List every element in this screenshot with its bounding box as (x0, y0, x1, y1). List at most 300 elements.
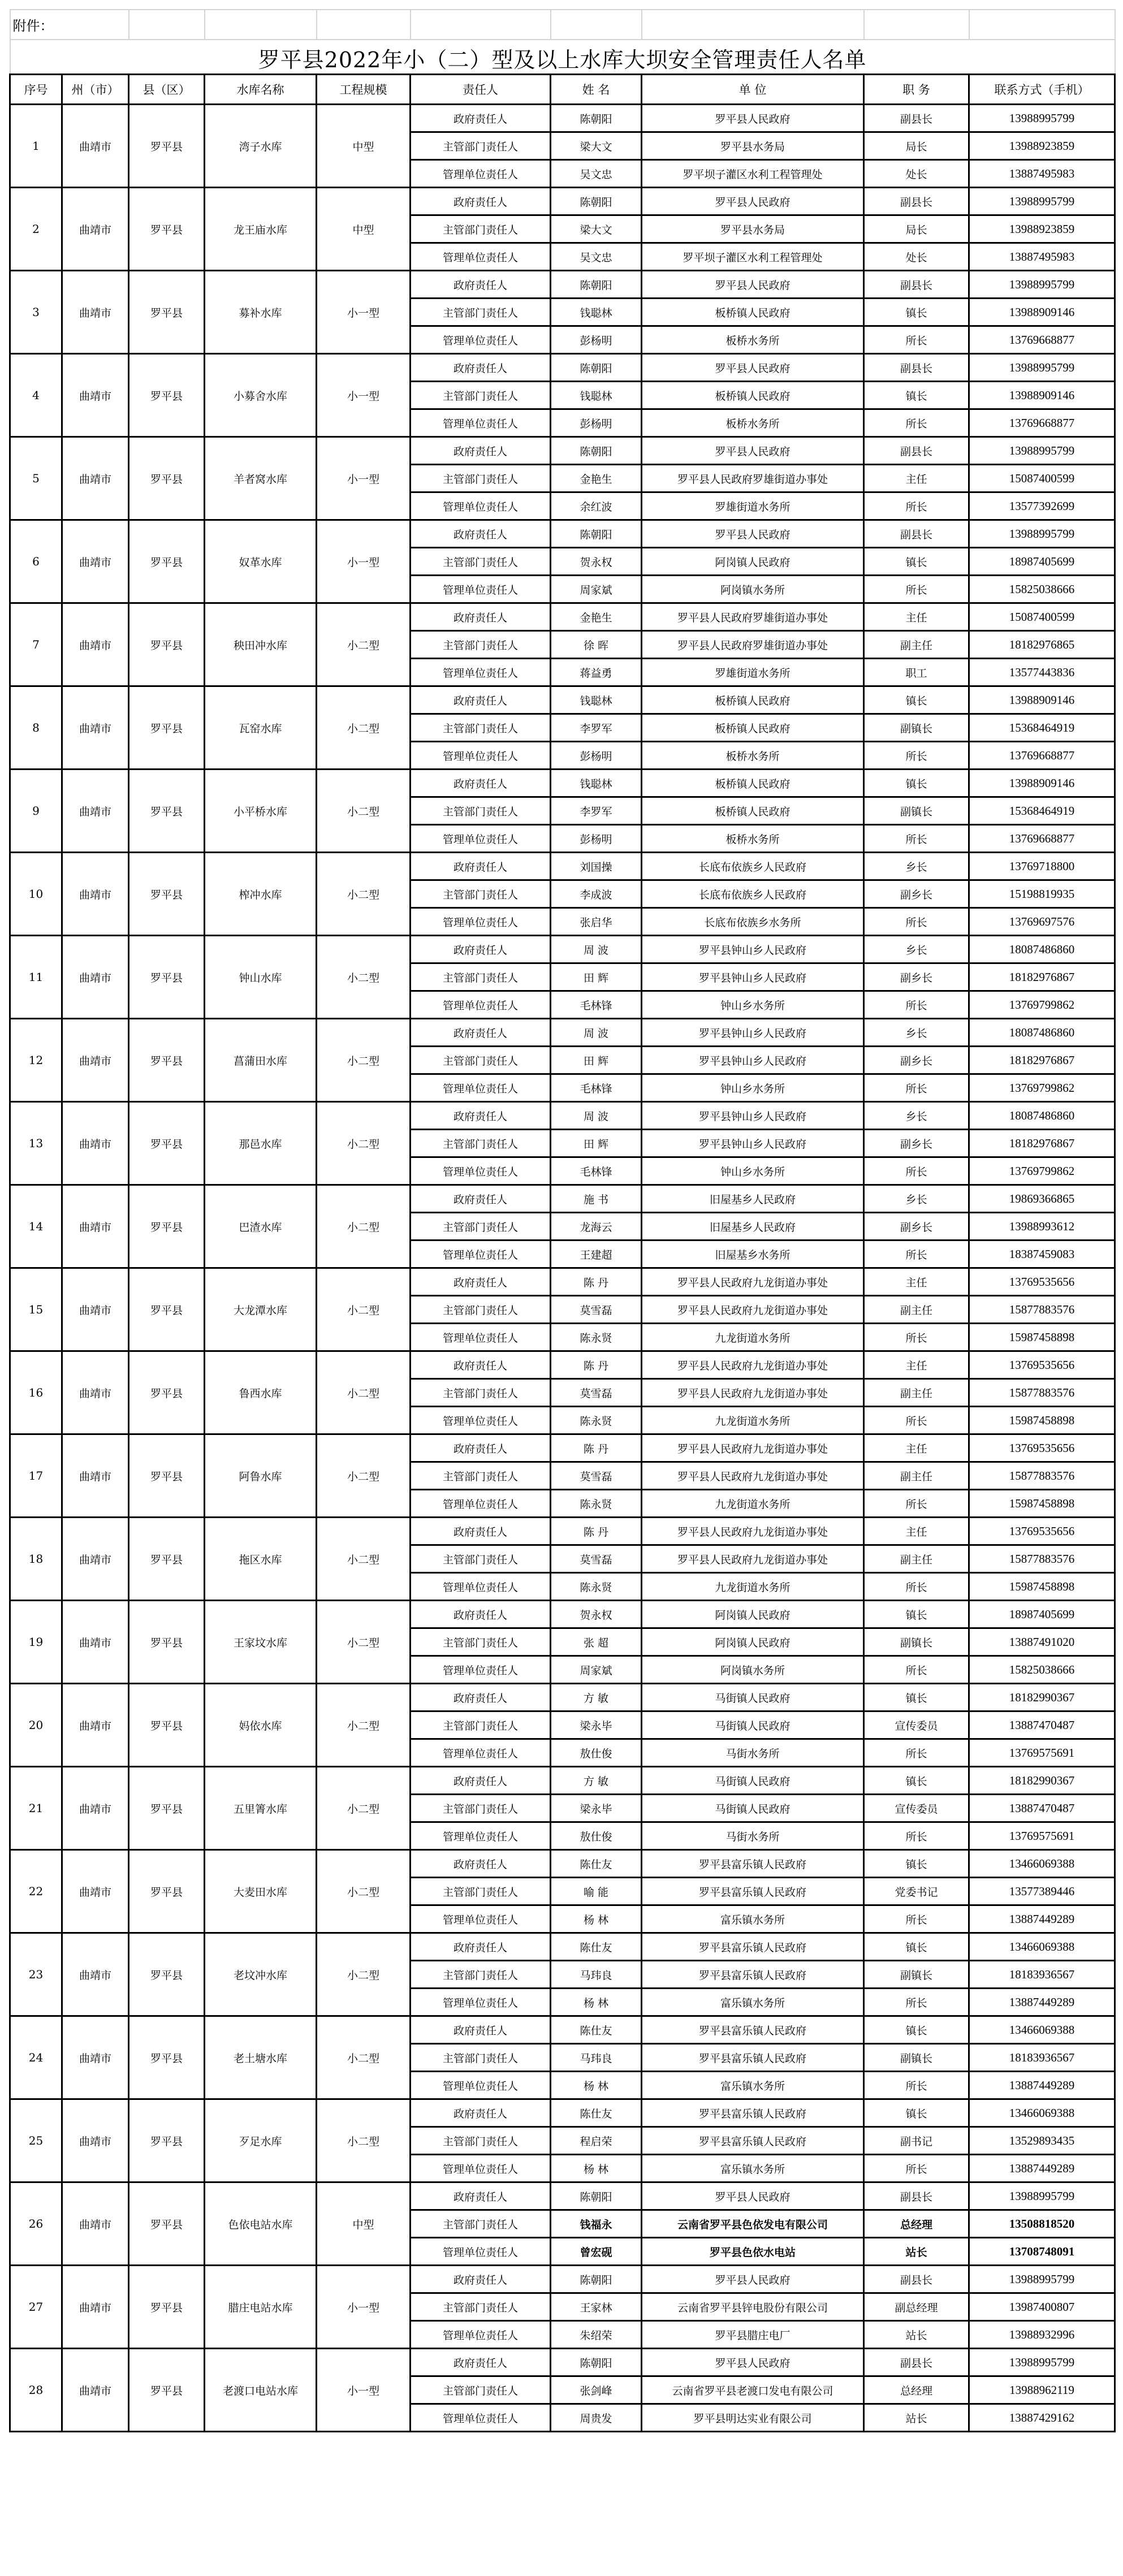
position-cell[interactable]: 副主任 (864, 631, 969, 659)
name-cell[interactable]: 吴文忠 (551, 160, 642, 188)
scale-cell[interactable]: 小二型 (317, 1019, 411, 1102)
unit-cell[interactable]: 钟山乡水务所 (642, 1074, 864, 1102)
role-cell[interactable]: 管理单位责任人 (411, 742, 551, 770)
phone-cell[interactable]: 15087400599 (969, 465, 1115, 492)
seq-cell[interactable]: 6 (10, 520, 62, 603)
name-cell[interactable]: 李成波 (551, 880, 642, 908)
phone-cell[interactable]: 13769799862 (969, 991, 1115, 1019)
scale-cell[interactable]: 小二型 (317, 1850, 411, 1933)
unit-cell[interactable]: 马街镇人民政府 (642, 1684, 864, 1711)
name-cell[interactable]: 陈朝阳 (551, 2182, 642, 2210)
name-cell[interactable]: 钱聪林 (551, 299, 642, 326)
reservoir-name-cell[interactable]: 榨冲水库 (205, 853, 317, 936)
role-cell[interactable]: 政府责任人 (411, 1434, 551, 1462)
scale-cell[interactable]: 小二型 (317, 1767, 411, 1850)
phone-cell[interactable]: 13988995799 (969, 105, 1115, 132)
phone-cell[interactable]: 13988909146 (969, 299, 1115, 326)
unit-cell[interactable]: 罗平县腊庄电厂 (642, 2321, 864, 2349)
scale-cell[interactable]: 中型 (317, 188, 411, 271)
name-cell[interactable]: 杨 林 (551, 2072, 642, 2099)
name-cell[interactable]: 敖仕俊 (551, 1739, 642, 1767)
unit-cell[interactable]: 板桥镇人民政府 (642, 770, 864, 797)
role-cell[interactable]: 政府责任人 (411, 188, 551, 215)
prefecture-cell[interactable]: 曲靖市 (62, 105, 129, 188)
unit-cell[interactable]: 板桥镇人民政府 (642, 686, 864, 714)
prefecture-cell[interactable]: 曲靖市 (62, 1019, 129, 1102)
role-cell[interactable]: 主管部门责任人 (411, 1545, 551, 1573)
role-cell[interactable]: 主管部门责任人 (411, 1711, 551, 1739)
seq-cell[interactable]: 15 (10, 1268, 62, 1351)
name-cell[interactable]: 周家斌 (551, 576, 642, 603)
phone-cell[interactable]: 13769718800 (969, 853, 1115, 880)
phone-cell[interactable]: 18387459083 (969, 1241, 1115, 1268)
empty-cell[interactable] (551, 10, 642, 40)
seq-cell[interactable]: 7 (10, 603, 62, 686)
role-cell[interactable]: 管理单位责任人 (411, 908, 551, 936)
unit-cell[interactable]: 罗平县富乐镇人民政府 (642, 2099, 864, 2127)
position-cell[interactable]: 镇长 (864, 1933, 969, 1961)
seq-cell[interactable]: 17 (10, 1434, 62, 1518)
name-cell[interactable]: 毛林锋 (551, 991, 642, 1019)
reservoir-name-cell[interactable]: 钟山水库 (205, 936, 317, 1019)
name-cell[interactable]: 陈朝阳 (551, 2266, 642, 2293)
unit-cell[interactable]: 罗雄街道水务所 (642, 492, 864, 520)
unit-cell[interactable]: 九龙街道水务所 (642, 1324, 864, 1351)
reservoir-name-cell[interactable]: 菖蒲田水库 (205, 1019, 317, 1102)
unit-cell[interactable]: 罗平县人民政府九龙街道办事处 (642, 1434, 864, 1462)
scale-cell[interactable]: 小一型 (317, 2349, 411, 2432)
role-cell[interactable]: 政府责任人 (411, 520, 551, 548)
prefecture-cell[interactable]: 曲靖市 (62, 2099, 129, 2182)
seq-cell[interactable]: 13 (10, 1102, 62, 1185)
unit-cell[interactable]: 罗平县人民政府 (642, 2266, 864, 2293)
unit-cell[interactable]: 阿岗镇人民政府 (642, 1601, 864, 1628)
phone-cell[interactable]: 13988909146 (969, 770, 1115, 797)
name-cell[interactable]: 龙海云 (551, 1213, 642, 1241)
name-cell[interactable]: 曾宏砚 (551, 2238, 642, 2266)
phone-cell[interactable]: 15825038666 (969, 576, 1115, 603)
prefecture-cell[interactable]: 曲靖市 (62, 1684, 129, 1767)
name-cell[interactable]: 刘国操 (551, 853, 642, 880)
scale-cell[interactable]: 小二型 (317, 936, 411, 1019)
scale-cell[interactable]: 小一型 (317, 2266, 411, 2349)
reservoir-name-cell[interactable]: 王家坟水库 (205, 1601, 317, 1684)
name-cell[interactable]: 陈仕友 (551, 1850, 642, 1878)
prefecture-cell[interactable]: 曲靖市 (62, 1933, 129, 2016)
name-cell[interactable]: 金艳生 (551, 465, 642, 492)
reservoir-name-cell[interactable]: 歹足水库 (205, 2099, 317, 2182)
scale-cell[interactable]: 小一型 (317, 437, 411, 520)
county-cell[interactable]: 罗平县 (129, 2266, 205, 2349)
role-cell[interactable]: 管理单位责任人 (411, 1656, 551, 1684)
unit-cell[interactable]: 阿岗镇人民政府 (642, 1628, 864, 1656)
name-cell[interactable]: 敖仕俊 (551, 1822, 642, 1850)
unit-cell[interactable]: 罗平县人民政府九龙街道办事处 (642, 1268, 864, 1296)
name-cell[interactable]: 莫雪磊 (551, 1379, 642, 1407)
unit-cell[interactable]: 罗平县人民政府 (642, 2182, 864, 2210)
phone-cell[interactable]: 13769668877 (969, 742, 1115, 770)
position-cell[interactable]: 所长 (864, 1989, 969, 2016)
unit-cell[interactable]: 九龙街道水务所 (642, 1407, 864, 1434)
unit-cell[interactable]: 板桥水务所 (642, 326, 864, 354)
unit-cell[interactable]: 旧屋基乡人民政府 (642, 1185, 864, 1213)
role-cell[interactable]: 主管部门责任人 (411, 1296, 551, 1324)
header-name[interactable]: 姓 名 (551, 75, 642, 105)
position-cell[interactable]: 局长 (864, 132, 969, 160)
seq-cell[interactable]: 26 (10, 2182, 62, 2266)
seq-cell[interactable]: 11 (10, 936, 62, 1019)
prefecture-cell[interactable]: 曲靖市 (62, 770, 129, 853)
role-cell[interactable]: 管理单位责任人 (411, 1573, 551, 1601)
phone-cell[interactable]: 13708748091 (969, 2238, 1115, 2266)
unit-cell[interactable]: 罗平县富乐镇人民政府 (642, 2016, 864, 2044)
position-cell[interactable]: 所长 (864, 1739, 969, 1767)
position-cell[interactable]: 镇长 (864, 770, 969, 797)
unit-cell[interactable]: 罗平县人民政府 (642, 354, 864, 382)
name-cell[interactable]: 周 波 (551, 1102, 642, 1130)
position-cell[interactable]: 乡长 (864, 853, 969, 880)
unit-cell[interactable]: 板桥镇人民政府 (642, 299, 864, 326)
position-cell[interactable]: 所长 (864, 825, 969, 853)
position-cell[interactable]: 主任 (864, 1268, 969, 1296)
position-cell[interactable]: 所长 (864, 1822, 969, 1850)
unit-cell[interactable]: 长底布依族乡人民政府 (642, 853, 864, 880)
unit-cell[interactable]: 阿岗镇人民政府 (642, 548, 864, 576)
unit-cell[interactable]: 长底布依族乡人民政府 (642, 880, 864, 908)
reservoir-name-cell[interactable]: 老坟冲水库 (205, 1933, 317, 2016)
phone-cell[interactable]: 13769575691 (969, 1739, 1115, 1767)
phone-cell[interactable]: 13577443836 (969, 659, 1115, 686)
phone-cell[interactable]: 13887491020 (969, 1628, 1115, 1656)
name-cell[interactable]: 李罗军 (551, 797, 642, 825)
position-cell[interactable]: 主任 (864, 603, 969, 631)
unit-cell[interactable]: 罗平县水务局 (642, 132, 864, 160)
unit-cell[interactable]: 罗平县人民政府罗雄街道办事处 (642, 465, 864, 492)
seq-cell[interactable]: 16 (10, 1351, 62, 1434)
name-cell[interactable]: 梁大文 (551, 132, 642, 160)
name-cell[interactable]: 钱福永 (551, 2210, 642, 2238)
position-cell[interactable]: 镇长 (864, 1601, 969, 1628)
name-cell[interactable]: 陈仕友 (551, 1933, 642, 1961)
unit-cell[interactable]: 罗平县人民政府 (642, 271, 864, 299)
prefecture-cell[interactable]: 曲靖市 (62, 2266, 129, 2349)
role-cell[interactable]: 政府责任人 (411, 2266, 551, 2293)
position-cell[interactable]: 副县长 (864, 2349, 969, 2376)
phone-cell[interactable]: 13988995799 (969, 271, 1115, 299)
position-cell[interactable]: 副主任 (864, 1545, 969, 1573)
role-cell[interactable]: 管理单位责任人 (411, 492, 551, 520)
reservoir-name-cell[interactable]: 五里箐水库 (205, 1767, 317, 1850)
reservoir-name-cell[interactable]: 羊者窝水库 (205, 437, 317, 520)
phone-cell[interactable]: 13988995799 (969, 2182, 1115, 2210)
position-cell[interactable]: 镇长 (864, 2016, 969, 2044)
county-cell[interactable]: 罗平县 (129, 520, 205, 603)
role-cell[interactable]: 政府责任人 (411, 1102, 551, 1130)
name-cell[interactable]: 徐 晖 (551, 631, 642, 659)
phone-cell[interactable]: 13988993612 (969, 1213, 1115, 1241)
position-cell[interactable]: 宣传委员 (864, 1711, 969, 1739)
name-cell[interactable]: 陈朝阳 (551, 105, 642, 132)
unit-cell[interactable]: 旧屋基乡水务所 (642, 1241, 864, 1268)
position-cell[interactable]: 副书记 (864, 2127, 969, 2155)
county-cell[interactable]: 罗平县 (129, 354, 205, 437)
position-cell[interactable]: 副乡长 (864, 963, 969, 991)
role-cell[interactable]: 政府责任人 (411, 2349, 551, 2376)
role-cell[interactable]: 政府责任人 (411, 936, 551, 963)
seq-cell[interactable]: 5 (10, 437, 62, 520)
unit-cell[interactable]: 罗雄街道水务所 (642, 659, 864, 686)
seq-cell[interactable]: 2 (10, 188, 62, 271)
prefecture-cell[interactable]: 曲靖市 (62, 2349, 129, 2432)
unit-cell[interactable]: 云南省罗平县老渡口发电有限公司 (642, 2376, 864, 2404)
position-cell[interactable]: 所长 (864, 1241, 969, 1268)
phone-cell[interactable]: 15987458898 (969, 1573, 1115, 1601)
name-cell[interactable]: 蒋益勇 (551, 659, 642, 686)
phone-cell[interactable]: 19869366865 (969, 1185, 1115, 1213)
position-cell[interactable]: 主任 (864, 1518, 969, 1545)
phone-cell[interactable]: 13769535656 (969, 1268, 1115, 1296)
position-cell[interactable]: 所长 (864, 1656, 969, 1684)
phone-cell[interactable]: 13988995799 (969, 520, 1115, 548)
prefecture-cell[interactable]: 曲靖市 (62, 1767, 129, 1850)
phone-cell[interactable]: 18182976867 (969, 1130, 1115, 1157)
phone-cell[interactable]: 18987405699 (969, 1601, 1115, 1628)
role-cell[interactable]: 政府责任人 (411, 1601, 551, 1628)
unit-cell[interactable]: 罗平县人民政府九龙街道办事处 (642, 1351, 864, 1379)
role-cell[interactable]: 管理单位责任人 (411, 659, 551, 686)
unit-cell[interactable]: 罗平县人民政府九龙街道办事处 (642, 1296, 864, 1324)
prefecture-cell[interactable]: 曲靖市 (62, 437, 129, 520)
position-cell[interactable]: 所长 (864, 1573, 969, 1601)
scale-cell[interactable]: 中型 (317, 105, 411, 188)
name-cell[interactable]: 陈朝阳 (551, 520, 642, 548)
name-cell[interactable]: 陈 丹 (551, 1268, 642, 1296)
position-cell[interactable]: 副镇长 (864, 714, 969, 742)
role-cell[interactable]: 主管部门责任人 (411, 299, 551, 326)
name-cell[interactable]: 杨 林 (551, 1989, 642, 2016)
position-cell[interactable]: 所长 (864, 1490, 969, 1518)
name-cell[interactable]: 莫雪磊 (551, 1545, 642, 1573)
reservoir-name-cell[interactable]: 妈依水库 (205, 1684, 317, 1767)
unit-cell[interactable]: 罗平县钟山乡人民政府 (642, 963, 864, 991)
reservoir-name-cell[interactable]: 老土塘水库 (205, 2016, 317, 2099)
role-cell[interactable]: 主管部门责任人 (411, 132, 551, 160)
role-cell[interactable]: 政府责任人 (411, 105, 551, 132)
name-cell[interactable]: 陈 丹 (551, 1518, 642, 1545)
name-cell[interactable]: 杨 林 (551, 1905, 642, 1933)
reservoir-name-cell[interactable]: 小平桥水库 (205, 770, 317, 853)
header-role[interactable]: 责任人 (411, 75, 551, 105)
unit-cell[interactable]: 富乐镇水务所 (642, 1989, 864, 2016)
name-cell[interactable]: 张启华 (551, 908, 642, 936)
position-cell[interactable]: 副乡长 (864, 880, 969, 908)
unit-cell[interactable]: 板桥镇人民政府 (642, 797, 864, 825)
seq-cell[interactable]: 1 (10, 105, 62, 188)
reservoir-name-cell[interactable]: 秧田冲水库 (205, 603, 317, 686)
name-cell[interactable]: 张 超 (551, 1628, 642, 1656)
name-cell[interactable]: 毛林锋 (551, 1157, 642, 1185)
unit-cell[interactable]: 罗平县人民政府 (642, 437, 864, 465)
header-phone[interactable]: 联系方式（手机） (969, 75, 1115, 105)
position-cell[interactable]: 主任 (864, 465, 969, 492)
position-cell[interactable]: 党委书记 (864, 1878, 969, 1905)
position-cell[interactable]: 副县长 (864, 354, 969, 382)
position-cell[interactable]: 所长 (864, 409, 969, 437)
position-cell[interactable]: 所长 (864, 576, 969, 603)
position-cell[interactable]: 所长 (864, 1074, 969, 1102)
role-cell[interactable]: 政府责任人 (411, 1850, 551, 1878)
role-cell[interactable]: 主管部门责任人 (411, 1130, 551, 1157)
county-cell[interactable]: 罗平县 (129, 1601, 205, 1684)
role-cell[interactable]: 政府责任人 (411, 354, 551, 382)
unit-cell[interactable]: 罗平坝子灌区水利工程管理处 (642, 160, 864, 188)
county-cell[interactable]: 罗平县 (129, 1518, 205, 1601)
name-cell[interactable]: 陈仕友 (551, 2099, 642, 2127)
position-cell[interactable]: 所长 (864, 908, 969, 936)
reservoir-name-cell[interactable]: 腊庄电站水库 (205, 2266, 317, 2349)
name-cell[interactable]: 陈朝阳 (551, 271, 642, 299)
empty-cell[interactable] (642, 10, 864, 40)
position-cell[interactable]: 所长 (864, 492, 969, 520)
prefecture-cell[interactable]: 曲靖市 (62, 271, 129, 354)
unit-cell[interactable]: 板桥镇人民政府 (642, 382, 864, 409)
unit-cell[interactable]: 富乐镇水务所 (642, 2155, 864, 2182)
prefecture-cell[interactable]: 曲靖市 (62, 2182, 129, 2266)
phone-cell[interactable]: 13769668877 (969, 409, 1115, 437)
position-cell[interactable]: 副镇长 (864, 1961, 969, 1989)
phone-cell[interactable]: 15987458898 (969, 1324, 1115, 1351)
unit-cell[interactable]: 罗平县钟山乡人民政府 (642, 1047, 864, 1074)
role-cell[interactable]: 主管部门责任人 (411, 465, 551, 492)
seq-cell[interactable]: 4 (10, 354, 62, 437)
reservoir-name-cell[interactable]: 鲁西水库 (205, 1351, 317, 1434)
name-cell[interactable]: 钱聪林 (551, 686, 642, 714)
reservoir-name-cell[interactable]: 老渡口电站水库 (205, 2349, 317, 2432)
role-cell[interactable]: 主管部门责任人 (411, 2127, 551, 2155)
county-cell[interactable]: 罗平县 (129, 1268, 205, 1351)
position-cell[interactable]: 站长 (864, 2238, 969, 2266)
prefecture-cell[interactable]: 曲靖市 (62, 603, 129, 686)
name-cell[interactable]: 陈仕友 (551, 2016, 642, 2044)
position-cell[interactable]: 所长 (864, 2072, 969, 2099)
county-cell[interactable]: 罗平县 (129, 770, 205, 853)
name-cell[interactable]: 陈永贤 (551, 1573, 642, 1601)
role-cell[interactable]: 管理单位责任人 (411, 1989, 551, 2016)
scale-cell[interactable]: 小二型 (317, 1185, 411, 1268)
unit-cell[interactable]: 罗平县人民政府罗雄街道办事处 (642, 631, 864, 659)
phone-cell[interactable]: 13769697576 (969, 908, 1115, 936)
role-cell[interactable]: 管理单位责任人 (411, 1822, 551, 1850)
county-cell[interactable]: 罗平县 (129, 686, 205, 770)
phone-cell[interactable]: 13769535656 (969, 1518, 1115, 1545)
position-cell[interactable]: 副镇长 (864, 797, 969, 825)
prefecture-cell[interactable]: 曲靖市 (62, 1102, 129, 1185)
unit-cell[interactable]: 罗平县钟山乡人民政府 (642, 1019, 864, 1047)
unit-cell[interactable]: 罗平县富乐镇人民政府 (642, 1850, 864, 1878)
reservoir-name-cell[interactable]: 奴革水库 (205, 520, 317, 603)
unit-cell[interactable]: 板桥水务所 (642, 409, 864, 437)
name-cell[interactable]: 陈永贤 (551, 1324, 642, 1351)
unit-cell[interactable]: 阿岗镇水务所 (642, 1656, 864, 1684)
position-cell[interactable]: 乡长 (864, 1185, 969, 1213)
prefecture-cell[interactable]: 曲靖市 (62, 354, 129, 437)
role-cell[interactable]: 管理单位责任人 (411, 1241, 551, 1268)
position-cell[interactable]: 镇长 (864, 686, 969, 714)
name-cell[interactable]: 周贵发 (551, 2404, 642, 2432)
name-cell[interactable]: 贺永权 (551, 1601, 642, 1628)
unit-cell[interactable]: 九龙街道水务所 (642, 1573, 864, 1601)
prefecture-cell[interactable]: 曲靖市 (62, 1850, 129, 1933)
name-cell[interactable]: 陈永贤 (551, 1407, 642, 1434)
position-cell[interactable]: 所长 (864, 991, 969, 1019)
prefecture-cell[interactable]: 曲靖市 (62, 1351, 129, 1434)
position-cell[interactable]: 副乡长 (864, 1130, 969, 1157)
name-cell[interactable]: 周家斌 (551, 1656, 642, 1684)
scale-cell[interactable]: 小二型 (317, 1102, 411, 1185)
role-cell[interactable]: 政府责任人 (411, 437, 551, 465)
seq-cell[interactable]: 23 (10, 1933, 62, 2016)
phone-cell[interactable]: 13887495983 (969, 160, 1115, 188)
unit-cell[interactable]: 罗平县人民政府 (642, 188, 864, 215)
unit-cell[interactable]: 罗平县水务局 (642, 215, 864, 243)
seq-cell[interactable]: 28 (10, 2349, 62, 2432)
phone-cell[interactable]: 13988995799 (969, 354, 1115, 382)
unit-cell[interactable]: 罗平县人民政府九龙街道办事处 (642, 1462, 864, 1490)
unit-cell[interactable]: 罗平县人民政府 (642, 105, 864, 132)
county-cell[interactable]: 罗平县 (129, 1767, 205, 1850)
position-cell[interactable]: 副总经理 (864, 2293, 969, 2321)
role-cell[interactable]: 政府责任人 (411, 1767, 551, 1795)
scale-cell[interactable]: 小二型 (317, 2099, 411, 2182)
reservoir-name-cell[interactable]: 募补水库 (205, 271, 317, 354)
position-cell[interactable]: 副镇长 (864, 2044, 969, 2072)
position-cell[interactable]: 副主任 (864, 1379, 969, 1407)
header-position[interactable]: 职 务 (864, 75, 969, 105)
unit-cell[interactable]: 钟山乡水务所 (642, 1157, 864, 1185)
phone-cell[interactable]: 15198819935 (969, 880, 1115, 908)
phone-cell[interactable]: 13988923859 (969, 215, 1115, 243)
role-cell[interactable]: 政府责任人 (411, 271, 551, 299)
phone-cell[interactable]: 13769668877 (969, 825, 1115, 853)
name-cell[interactable]: 程启荣 (551, 2127, 642, 2155)
name-cell[interactable]: 田 辉 (551, 1130, 642, 1157)
prefecture-cell[interactable]: 曲靖市 (62, 1268, 129, 1351)
position-cell[interactable]: 站长 (864, 2404, 969, 2432)
name-cell[interactable]: 方 敏 (551, 1684, 642, 1711)
role-cell[interactable]: 管理单位责任人 (411, 160, 551, 188)
phone-cell[interactable]: 13988932996 (969, 2321, 1115, 2349)
name-cell[interactable]: 王建超 (551, 1241, 642, 1268)
unit-cell[interactable]: 罗平县钟山乡人民政府 (642, 1102, 864, 1130)
phone-cell[interactable]: 15987458898 (969, 1407, 1115, 1434)
phone-cell[interactable]: 13887449289 (969, 2072, 1115, 2099)
phone-cell[interactable]: 15087400599 (969, 603, 1115, 631)
empty-cell[interactable] (864, 10, 969, 40)
unit-cell[interactable]: 钟山乡水务所 (642, 991, 864, 1019)
role-cell[interactable]: 管理单位责任人 (411, 2404, 551, 2432)
name-cell[interactable]: 陈 丹 (551, 1434, 642, 1462)
unit-cell[interactable]: 罗平县人民政府九龙街道办事处 (642, 1379, 864, 1407)
position-cell[interactable]: 镇长 (864, 2099, 969, 2127)
scale-cell[interactable]: 小二型 (317, 1933, 411, 2016)
phone-cell[interactable]: 13887449289 (969, 1989, 1115, 2016)
role-cell[interactable]: 主管部门责任人 (411, 1379, 551, 1407)
empty-cell[interactable] (205, 10, 317, 40)
position-cell[interactable]: 乡长 (864, 1102, 969, 1130)
role-cell[interactable]: 管理单位责任人 (411, 1490, 551, 1518)
phone-cell[interactable]: 13769799862 (969, 1074, 1115, 1102)
phone-cell[interactable]: 13769535656 (969, 1434, 1115, 1462)
